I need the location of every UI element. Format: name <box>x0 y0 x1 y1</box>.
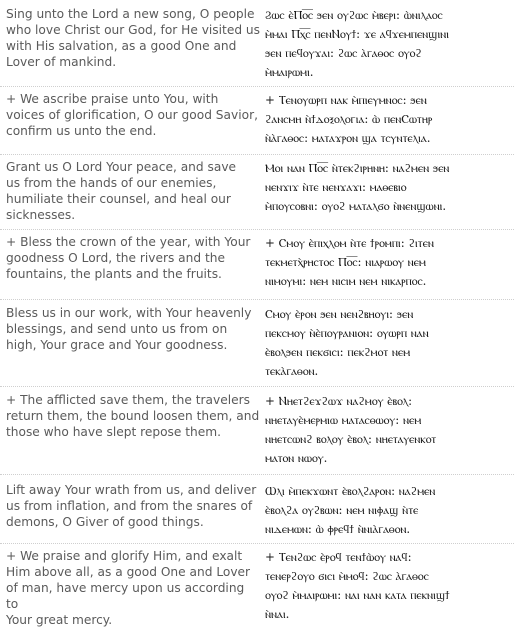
coptic-verse: + Ⲛⲏⲉⲧϩⲉϫϩⲱϫ ⲛⲁϩⲙⲟⲩ ⲉ̀ⲃⲟⲗ: ⲛⲏⲉⲧⲁⲩⲉ̀ⲙⲉⲣⲙⲓⲱ ⲙⲁⲧⲁⲥⲑⲱⲟⲩ: ⲛⲉⲙ ⲛⲏⲉⲧⲥⲱⲛϩ ⲃⲟⲗⲟⲩ ⲉ̀ⲃⲟⲗ: ⲛⲏⲉⲧⲁⲩⲉⲛⲕⲟⲧ ⲙⲁⲧⲟⲛ ⲛⲱⲟⲩ. <box>265 394 437 465</box>
row-divider <box>0 543 514 545</box>
english-verse: + The afflicted save them, the travelers return them, the bound loosen them, and those who have slept repose them. <box>6 393 260 440</box>
coptic-verse: Ⲙⲟⲓ ⲛⲁⲛ Ⲡⲟ̅ⲥ̅ ⲛ̀ⲧⲉⲕϩⲓⲣⲏⲛⲏ: ⲛⲁϩⲙⲉⲛ ϧⲉⲛ ⲛⲉⲛϫⲓϫ ⲛ̀ⲧⲉ ⲛⲉⲛϫⲁϫⲓ: ⲙⲁⲑⲉⲃⲓⲟ ⲙ̀ⲡⲟⲩⲥⲟⲃⲛⲓ: ⲟⲩⲟϩ ⲙⲁⲧⲁⲗϭⲟ ⲛ̀ⲛⲉⲛϣⲱⲛⲓ. <box>265 161 450 213</box>
coptic-verse: + Ⲧⲉⲛϩⲱⲥ ⲉ̀ⲣⲟϥ ⲧⲉⲛϯⲱ̀ⲟⲩ ⲛⲁϥ: ⲧⲉⲛⲉⲣϩⲟⲩⲟ ϭⲓⲥⲓ ⲙ̀ⲙⲟϥ: ϩⲱⲥ ⲁ̀ⲅⲁⲑⲟⲥ ⲟⲩⲟϩ ⲙ̀ⲙⲁⲓⲣⲱⲙⲓ: ⲛⲁⲓ ⲛⲁⲛ ⲕⲁⲧⲁ ⲡⲉⲕⲛⲓϣϯ ⲛ̀ⲛⲁⲓ. <box>265 550 450 621</box>
english-verse: Bless us in our work, with Your heavenly blessings, and send unto us from on high, Your grace and Your goodness. <box>6 306 252 353</box>
english-verse: + We praise and glorify Him, and exalt Him above all, as a good One and Lover of man, have mercy upon us according to Your great mercy. <box>6 549 251 628</box>
row-divider <box>0 386 514 388</box>
english-verse: Sing unto the Lord a new song, O people who love Christ our God, for He visited us with His salvation, as a good One and Lover of mankind. <box>6 7 260 70</box>
coptic-verse: + Ⲧⲉⲛⲟⲩⲱⲣⲡ ⲛⲁⲕ ⲙ̀ⲡⲓⲉⲩⲙⲛⲟⲥ: ϧⲉⲛ ϩⲁⲛⲥⲙⲏ ⲛ̀ϯⲇⲟⲝⲟⲗⲟⲅⲓⲁ: ⲱ̀ ⲡⲉⲛⲤⲱⲧⲏⲣ ⲛ̀ⲁ̀ⲅⲁⲑⲟⲥ: ⲙⲁⲧⲁϫⲣⲟⲛ ϣⲁ ⲧⲥⲩⲛⲧⲉⲗⲓⲁ. <box>265 93 433 145</box>
english-verse: Lift away Your wrath from us, and deliver us from inflation, and from the snares of demons, O Giver of good things. <box>6 483 257 530</box>
row-divider <box>0 474 514 476</box>
coptic-verse: + Ⲥⲙⲟⲩ ⲉ̀ⲡⲓⲭⲗⲟⲙ ⲛ̀ⲧⲉ ϯⲣⲟⲙⲡⲓ: ϩⲓⲧⲉⲛ ⲧⲉⲕⲙⲉⲧⲭ̀ⲣⲏⲥⲧⲟⲥ Ⲡⲟ̅ⲥ̅: ⲛⲓⲁⲣⲱⲟⲩ ⲛⲉⲙ ⲛⲓⲙⲟⲩⲙⲓ: ⲛⲉⲙ ⲛⲓⲥⲓⲙ ⲛⲉⲙ ⲛⲓⲕⲁⲣⲡⲟⲥ. <box>265 236 434 288</box>
english-verse: Grant us O Lord Your peace, and save us from the hands of our enemies, humiliate their counsel, and heal our sicknesses. <box>6 160 237 223</box>
row-divider <box>0 86 514 88</box>
coptic-verse: Ϩⲱⲥ ⲉ̀Ⲡⲟ̅ⲥ̅ ϧⲉⲛ ⲟⲩϩⲱⲥ ⲙ̀ⲃⲉⲣⲓ: ⲱ̀ⲛⲓⲗⲁⲟⲥ ⲙ̀ⲙⲁⲓ Ⲡⲭ̅ⲥ̅ ⲡⲉⲛⲚⲟⲩϯ: ϫⲉ ⲁϥϫⲉⲙⲡⲉⲛϣⲓⲛⲓ ϧⲉⲛ ⲡⲉϥⲟⲩϫⲁⲓ: ϩⲱⲥ ⲁ̀ⲅⲁⲑⲟⲥ ⲟⲩⲟϩ ⲙ̀ⲙⲁⲓⲣⲱⲙⲓ. <box>265 8 449 79</box>
row-divider <box>0 299 514 301</box>
coptic-verse: Ⲥⲙⲟⲩ ⲉ̀ⲣⲟⲛ ϧⲉⲛ ⲛⲉⲛϩⲃⲏⲟⲩⲓ: ϧⲉⲛ ⲡⲉⲕⲥⲙⲟⲩ ⲛ̀ⲉ̀ⲡⲟⲩⲣⲁⲛⲓⲟⲛ: ⲟⲩⲱⲣⲡ ⲛⲁⲛ ⲉ̀ⲃⲟⲗϧⲉⲛ ⲡⲉⲕϭⲓⲥⲓ: ⲡⲉⲕϩⲙⲟⲧ ⲛⲉⲙ ⲧⲉⲕⲁ̀ⲅⲁⲑⲟⲛ. <box>265 307 429 378</box>
coptic-verse: Ⲱⲗⲓ ⲙ̀ⲡⲉⲕϫⲱⲛⲧ ⲉ̀ⲃⲟⲗϩⲁⲣⲟⲛ: ⲛⲁϩⲙⲉⲛ ⲉ̀ⲃⲟⲗϩⲁ ⲟⲩϩⲃⲱⲛ: ⲛⲉⲙ ⲛⲓⲫⲁϣ ⲛ̀ⲧⲉ ⲛⲓⲇⲉⲙⲱⲛ: ⲱ̀ ⲫⲣⲉϥϯ ⲛ̀ⲛⲓⲁ̀ⲅⲁⲑⲟⲛ. <box>265 484 436 536</box>
row-divider <box>0 154 514 156</box>
english-verse: + Bless the crown of the year, with Your goodness O Lord, the rivers and the fountains, the plants and the fruits. <box>6 235 251 282</box>
row-divider <box>0 229 514 231</box>
english-verse: + We ascribe praise unto You, with voices of glorification, O our good Savior, confirm us unto the end. <box>6 92 258 139</box>
